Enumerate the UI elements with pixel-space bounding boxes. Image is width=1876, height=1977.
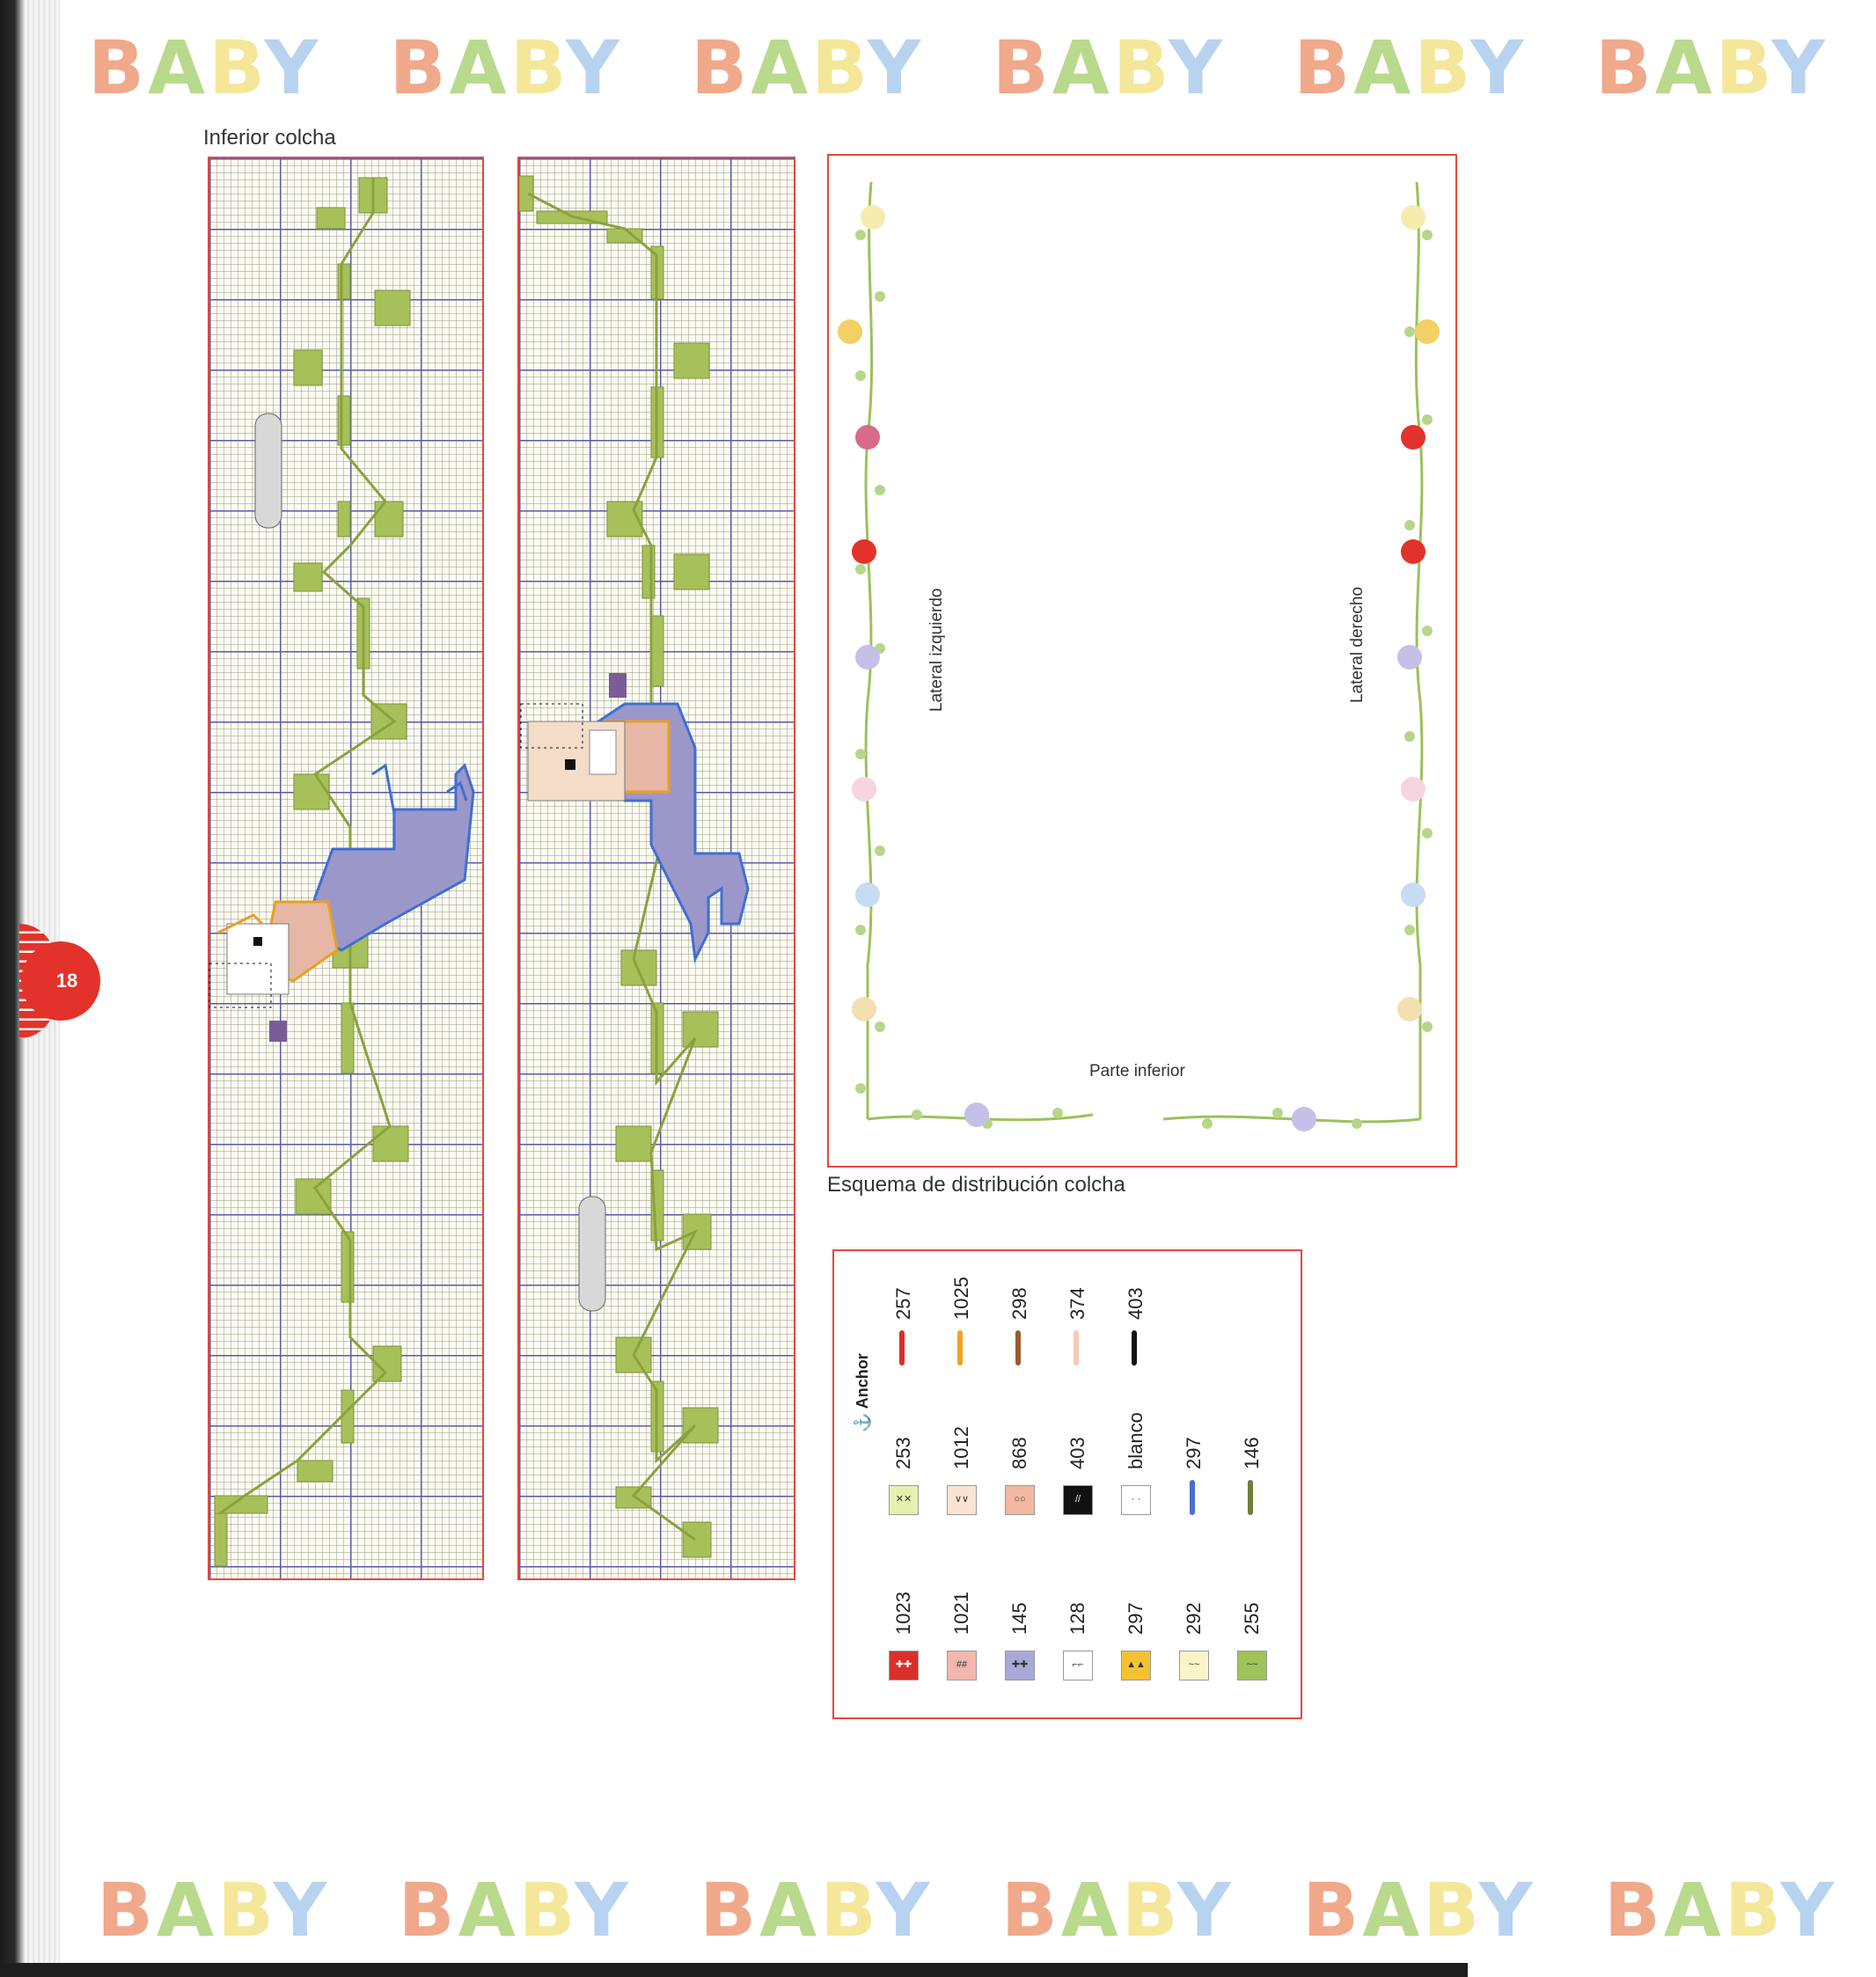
chart-strip-left [208,157,484,1580]
scan-bottom-edge [0,1963,1468,1977]
legend-code: 146 [1241,1437,1263,1469]
legend-item-403 [1118,1216,1153,1366]
legend-item-257 [885,1216,920,1366]
legend-code: 403 [1125,1287,1147,1320]
legend-item-403 [1059,1366,1095,1515]
legend-item-1021 [943,1531,978,1680]
legend-swatch: ✚✚ [1005,1651,1035,1680]
legend-swatch: ▲▲ [1121,1651,1151,1680]
header-baby-band [88,25,1829,111]
legend-item-blanco [1118,1366,1153,1515]
layout-caption: Esquema de distribución colcha [827,1173,1125,1197]
left-side-label: Lateral izquierdo [927,588,946,712]
layout-diagram [827,154,1457,1168]
baby-word: BABY [389,25,623,111]
page-number-badge [21,941,100,1021]
legend-code: 403 [1066,1437,1088,1469]
baby-tag-right [579,1197,605,1311]
legend-swatch [1190,1480,1195,1515]
legend-item-297 [1118,1531,1153,1680]
baby-word: BABY [97,1867,331,1953]
legend-code: 297 [1183,1437,1205,1469]
page-number: 18 [55,970,78,992]
legend-item-1023 [885,1531,920,1680]
legend-code: 145 [1008,1602,1030,1635]
legend-code: 868 [1008,1437,1030,1469]
legend-item-298 [1001,1216,1037,1366]
chart-strip-right [517,157,795,1580]
baby-word: BABY [398,1867,632,1953]
legend-swatch: ## [947,1651,977,1680]
legend-item-292 [1176,1531,1211,1680]
legend-code: 298 [1008,1287,1030,1320]
legend-code: 257 [892,1287,914,1320]
legend-swatch: ~~ [1179,1651,1209,1680]
anchor-brand-label: ⚓ Anchor [854,1353,871,1432]
legend-code: 1023 [892,1592,914,1635]
legend-item-1025 [943,1216,978,1366]
legend-code: 292 [1183,1602,1205,1635]
legend-swatch: ○○ [1005,1485,1035,1515]
legend-code: 255 [1241,1602,1263,1635]
legend-code: 1012 [950,1426,972,1469]
legend-item-868 [1001,1366,1037,1515]
stitch-pattern-right [519,158,797,1582]
legend-swatch: ✚✚ [889,1651,919,1680]
legend-item-1012 [943,1366,978,1515]
legend-item-128 [1059,1531,1095,1680]
stitch-pattern-left [209,158,486,1582]
legend-item-297 [1176,1366,1211,1515]
legend-swatch: // [1063,1485,1093,1515]
legend-code: 128 [1066,1602,1088,1635]
legend-item-145 [1001,1531,1037,1680]
baby-word: BABY [1302,1867,1536,1953]
baby-word: BABY [691,25,925,111]
legend-code: 374 [1066,1287,1088,1320]
legend-swatch: ~~ [1237,1651,1267,1680]
baby-tag-left [255,414,282,528]
baby-word: BABY [1000,1867,1235,1953]
baby-word: BABY [1603,1867,1838,1953]
chart-title: Inferior colcha [203,126,336,150]
legend-item-374 [1059,1216,1095,1366]
baby-word: BABY [700,1867,934,1953]
legend-code: 1021 [950,1592,972,1635]
legend-swatch: ⌐⌐ [1063,1651,1093,1680]
baby-word: BABY [1293,25,1528,111]
legend-code: 297 [1125,1602,1147,1635]
legend-swatch: ∨∨ [947,1485,977,1515]
thread-legend [832,1249,1302,1719]
legend-swatch [1074,1330,1079,1366]
legend-swatch: ✕✕ [889,1485,919,1515]
legend-swatch [1015,1330,1021,1366]
legend-code: 253 [892,1437,914,1469]
baby-word: BABY [992,25,1226,111]
bottom-side-label: Parte inferior [1089,1062,1185,1080]
legend-swatch [899,1330,905,1366]
legend-item-255 [1234,1531,1269,1680]
legend-swatch [1248,1480,1253,1515]
baby-word: BABY [1594,25,1829,111]
legend-code: 1025 [950,1277,972,1320]
legend-code: blanco [1125,1412,1147,1469]
right-side-label: Lateral derecho [1348,586,1367,703]
legend-item-253 [885,1366,920,1515]
footer-baby-band [97,1867,1838,1953]
legend-swatch [1132,1330,1137,1366]
legend-swatch: · · [1121,1485,1151,1515]
baby-word: BABY [88,25,322,111]
legend-swatch [957,1330,963,1366]
legend-item-146 [1234,1366,1269,1515]
